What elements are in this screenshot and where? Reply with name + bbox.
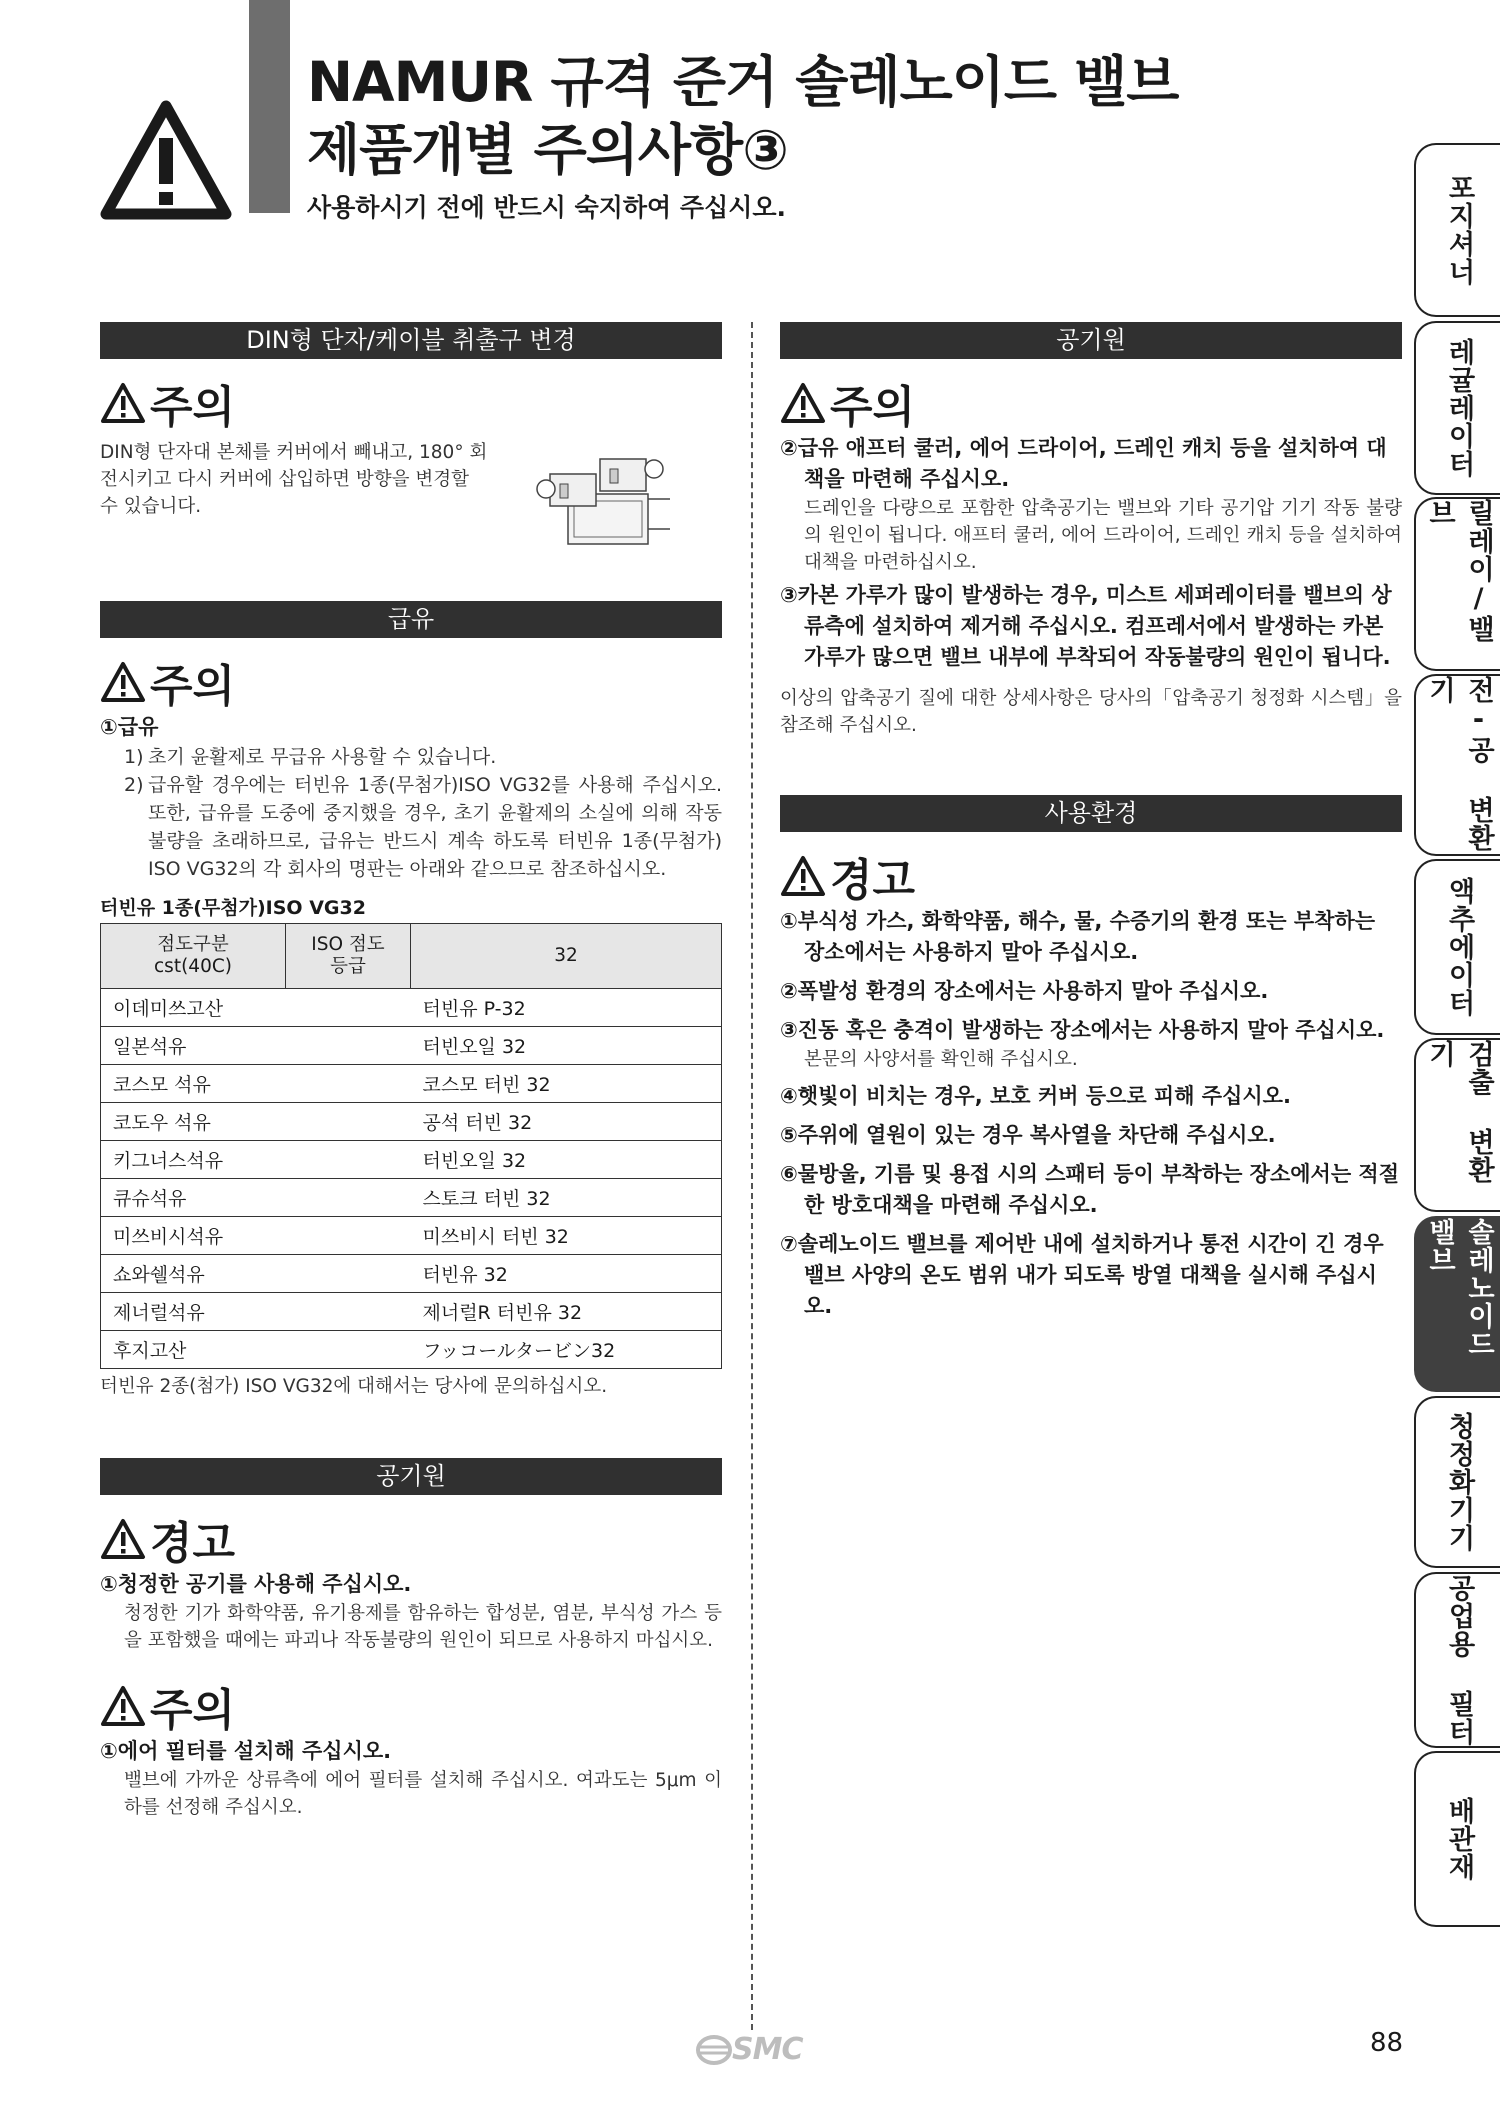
caution-heading bbox=[100, 373, 722, 433]
tab-label: 배관재 bbox=[1443, 1797, 1475, 1881]
environment-item-head: ①부식성 가스, 화학약품, 해수, 물, 수증기의 환경 또는 부착하는 장소에서는 사용하지 말아 주십시오. bbox=[780, 909, 1376, 964]
table-cell-company: 일본석유 bbox=[101, 1027, 411, 1065]
tab-6[interactable] bbox=[1414, 1038, 1500, 1212]
table-cell-company: 코도우 석유 bbox=[101, 1103, 411, 1141]
table-cell-company: 후지고산 bbox=[101, 1331, 411, 1369]
din-body-text: DIN형 단자대 본체를 커버에서 빼내고, 180° 회전시키고 다시 커버에 삽입하면 방향을 변경할 수 있습니다. bbox=[100, 442, 488, 517]
tab-8[interactable] bbox=[1414, 1396, 1500, 1568]
air-item2-head: ②급유 애프터 쿨러, 에어 드라이어, 드레인 캐치 등을 설치하여 대책을 마련해 주십시오. bbox=[780, 436, 1387, 491]
left-column bbox=[100, 322, 722, 1821]
table-header-32: 32 bbox=[411, 924, 722, 989]
page-title-line2: 제품개별 주의사항③ bbox=[307, 118, 788, 182]
table-row bbox=[101, 1103, 722, 1141]
lubrication-item-head: ①급유 bbox=[100, 715, 159, 739]
caution-label: 주의 bbox=[830, 382, 916, 433]
air-source-note: 이상의 압축공기 질에 대한 상세사항은 당사의「압축공기 청정화 시스템」을 참조해 주십시오. bbox=[780, 688, 1402, 736]
caution-triangle-icon bbox=[100, 382, 146, 424]
table-header-viscosity: 점도구분 cst(40C) bbox=[101, 924, 286, 989]
table-cell-product: 코스모 터빈 32 bbox=[411, 1065, 722, 1103]
tab-4[interactable] bbox=[1414, 674, 1500, 856]
table-row bbox=[101, 1179, 722, 1217]
table-row bbox=[101, 1027, 722, 1065]
air-item1-body: 청정한 기가 화학약품, 유기용제를 함유하는 합성분, 염분, 부식성 가스 등을 포함했을 때에는 파괴나 작동불량의 원인이 되므로 사용하지 마십시오. bbox=[124, 1603, 722, 1651]
warning-triangle-icon bbox=[780, 855, 826, 897]
column-divider bbox=[751, 322, 753, 2030]
page-title-line1: NAMUR 규격 준거 솔레노이드 밸브 bbox=[307, 50, 1179, 114]
environment-item-head: ⑤주위에 열원이 있는 경우 복사열을 차단해 주십시오. bbox=[780, 1123, 1276, 1147]
tab-1[interactable] bbox=[1414, 143, 1500, 317]
tab-label: 포지셔너 bbox=[1443, 174, 1475, 286]
section-title-lubrication: 급유 bbox=[100, 601, 722, 638]
table-row bbox=[101, 1255, 722, 1293]
warning-triangle-icon bbox=[100, 1518, 146, 1560]
tab-7[interactable] bbox=[1414, 1216, 1500, 1392]
table-cell-company: 코스모 석유 bbox=[101, 1065, 411, 1103]
table-caption: 터빈유 1종(무첨가)ISO VG32 bbox=[100, 897, 366, 919]
table-cell-product: 미쓰비시 터빈 32 bbox=[411, 1217, 722, 1255]
warning-label: 경고 bbox=[830, 855, 916, 906]
tab-label: 릴레이/밸브 bbox=[1424, 499, 1494, 643]
environment-item-body: 본문의 사양서를 확인해 주십시오. bbox=[804, 1049, 1078, 1070]
tab-label: 솔레노이드 밸브 bbox=[1424, 1218, 1494, 1358]
section-title-air-source-cont: 공기원 bbox=[780, 322, 1402, 359]
table-cell-company: 이데미쓰고산 bbox=[101, 989, 411, 1027]
air-item2-body: 밸브에 가까운 상류측에 에어 필터를 설치해 주십시오. 여과도는 5μm 이하를 선정해 주십시오. bbox=[124, 1770, 722, 1818]
caution-triangle-icon bbox=[100, 1685, 146, 1727]
lubrication-sub1 bbox=[100, 743, 722, 771]
turbine-oil-table bbox=[100, 923, 722, 1369]
smc-logo-text: SMC bbox=[732, 2032, 803, 2067]
table-cell-company: 큐슈석유 bbox=[101, 1179, 411, 1217]
table-cell-company: 쇼와쉘석유 bbox=[101, 1255, 411, 1293]
tab-5[interactable] bbox=[1414, 859, 1500, 1035]
tab-3[interactable] bbox=[1414, 497, 1500, 671]
caution-label: 주의 bbox=[150, 661, 236, 712]
table-note: 터빈유 2종(첨가) ISO VG32에 대해서는 당사에 문의하십시오. bbox=[100, 1376, 608, 1397]
environment-item-head: ②폭발성 환경의 장소에서는 사용하지 말아 주십시오. bbox=[780, 979, 1269, 1003]
tab-2[interactable] bbox=[1414, 321, 1500, 495]
caution-triangle-icon bbox=[780, 382, 826, 424]
tab-label: 청정화기기 bbox=[1443, 1412, 1475, 1552]
tab-label: 액추에이터 bbox=[1443, 877, 1475, 1017]
table-row bbox=[101, 1331, 722, 1369]
table-cell-company: 제너럴석유 bbox=[101, 1293, 411, 1331]
smc-logo-mark-icon bbox=[696, 2035, 732, 2065]
environment-item-head: ③진동 혹은 충격이 발생하는 장소에서는 사용하지 말아 주십시오. bbox=[780, 1018, 1385, 1042]
table-cell-product: 제너럴R 터빈유 32 bbox=[411, 1293, 722, 1331]
table-header-row bbox=[101, 924, 722, 989]
page-number: 88 bbox=[1370, 2028, 1404, 2058]
tab-label: 검출 변환기 bbox=[1424, 1040, 1494, 1184]
page-title bbox=[307, 48, 1178, 184]
table-cell-product: 스토크 터빈 32 bbox=[411, 1179, 722, 1217]
table-cell-product: 터빈유 32 bbox=[411, 1255, 722, 1293]
page-subtitle: 사용하시기 전에 반드시 숙지하여 주십시오. bbox=[307, 193, 787, 222]
table-row bbox=[101, 1217, 722, 1255]
tab-label: 전-공 변환기 bbox=[1424, 676, 1494, 852]
caution-label: 주의 bbox=[150, 1685, 236, 1736]
air-item1-head: ①청정한 공기를 사용해 주십시오. bbox=[100, 1572, 412, 1596]
lubrication-sub2 bbox=[100, 771, 722, 883]
sub2-text: 급유할 경우에는 터빈유 1종(무첨가)ISO VG32를 사용해 주십시오. 또한, 급유를 도중에 중지했을 경우, 초기 윤활제의 소실에 의해 작동불량을 초래하므로, 급유는 반드시 계속 하도록 터빈유 1종(무첨가) ISO VG32의 각 회사의 명판는 아래와 같으므로 참조하십시오. bbox=[148, 774, 722, 880]
air-item2-head: ①에어 필터를 설치해 주십시오. bbox=[100, 1739, 392, 1763]
table-cell-company: 미쓰비시석유 bbox=[101, 1217, 411, 1255]
environment-item-head: ④햇빛이 비치는 경우, 보호 커버 등으로 피해 주십시오. bbox=[780, 1084, 1291, 1108]
section-title-air-source: 공기원 bbox=[100, 1458, 722, 1495]
table-cell-product: 공석 터빈 32 bbox=[411, 1103, 722, 1141]
table-cell-company: 키그너스석유 bbox=[101, 1141, 411, 1179]
environment-item-head: ⑦솔레노이드 밸브를 제어반 내에 설치하거나 통전 시간이 긴 경우 밸브 사양의 온도 범위 내가 되도록 방열 대책을 실시해 주십시오. bbox=[780, 1232, 1384, 1318]
right-column bbox=[780, 322, 1402, 1322]
section-title-environment: 사용환경 bbox=[780, 795, 1402, 832]
solenoid-valve-illustration bbox=[530, 439, 680, 559]
environment-items bbox=[780, 906, 1402, 1322]
tab-label: 공업용 필터 bbox=[1443, 1574, 1475, 1746]
tab-9[interactable] bbox=[1414, 1572, 1500, 1748]
air-item3-head: ③카본 가루가 많이 발생하는 경우, 미스트 세퍼레이터를 밸브의 상류측에 설치하여 제거해 주십시오. 컴프레서에서 발생하는 카본 가루가 많으면 밸브 내부에 부착되어 작동불량의 원인이 됩니다. bbox=[780, 583, 1392, 669]
table-row bbox=[101, 989, 722, 1027]
tab-label: 레귤레이터 bbox=[1443, 338, 1475, 478]
table-row bbox=[101, 1065, 722, 1103]
table-row bbox=[101, 1141, 722, 1179]
caution-heading bbox=[100, 652, 722, 712]
caution-heading bbox=[100, 1676, 722, 1736]
caution-label: 주의 bbox=[150, 382, 236, 433]
header-accent-bar bbox=[249, 0, 290, 213]
table-cell-product: 터빈오일 32 bbox=[411, 1027, 722, 1065]
caution-triangle-icon bbox=[100, 661, 146, 703]
environment-item-head: ⑥물방울, 기름 및 용접 시의 스패터 등이 부착하는 장소에서는 적절한 방호대책을 마련해 주십시오. bbox=[780, 1162, 1399, 1217]
warning-heading bbox=[100, 1509, 722, 1569]
air-item2-body: 드레인을 다량으로 포함한 압축공기는 밸브와 기타 공기압 기기 작동 불량의 원인이 됩니다. 애프터 쿨러, 에어 드라이어, 드레인 캐치 등을 설치하여 대책을 마련하십시오. bbox=[804, 498, 1402, 573]
smc-logo bbox=[696, 2032, 802, 2067]
warning-triangle-icon bbox=[100, 100, 232, 220]
sub1-number: 1) bbox=[124, 746, 144, 768]
table-cell-product: 터빈오일 32 bbox=[411, 1141, 722, 1179]
warning-heading bbox=[780, 846, 1402, 906]
table-row bbox=[101, 1293, 722, 1331]
table-header-iso-grade: ISO 점도 등급 bbox=[286, 924, 411, 989]
sub2-number: 2) bbox=[124, 774, 144, 796]
caution-heading bbox=[780, 373, 1402, 433]
tab-10[interactable] bbox=[1414, 1751, 1500, 1927]
section-title-din: DIN형 단자/케이블 취출구 변경 bbox=[100, 322, 722, 359]
table-cell-product: 터빈유 P-32 bbox=[411, 989, 722, 1027]
warning-label: 경고 bbox=[150, 1518, 236, 1569]
sub1-text: 초기 윤활제로 무급유 사용할 수 있습니다. bbox=[148, 746, 497, 768]
table-cell-product: フッコールタービン32 bbox=[411, 1331, 722, 1369]
